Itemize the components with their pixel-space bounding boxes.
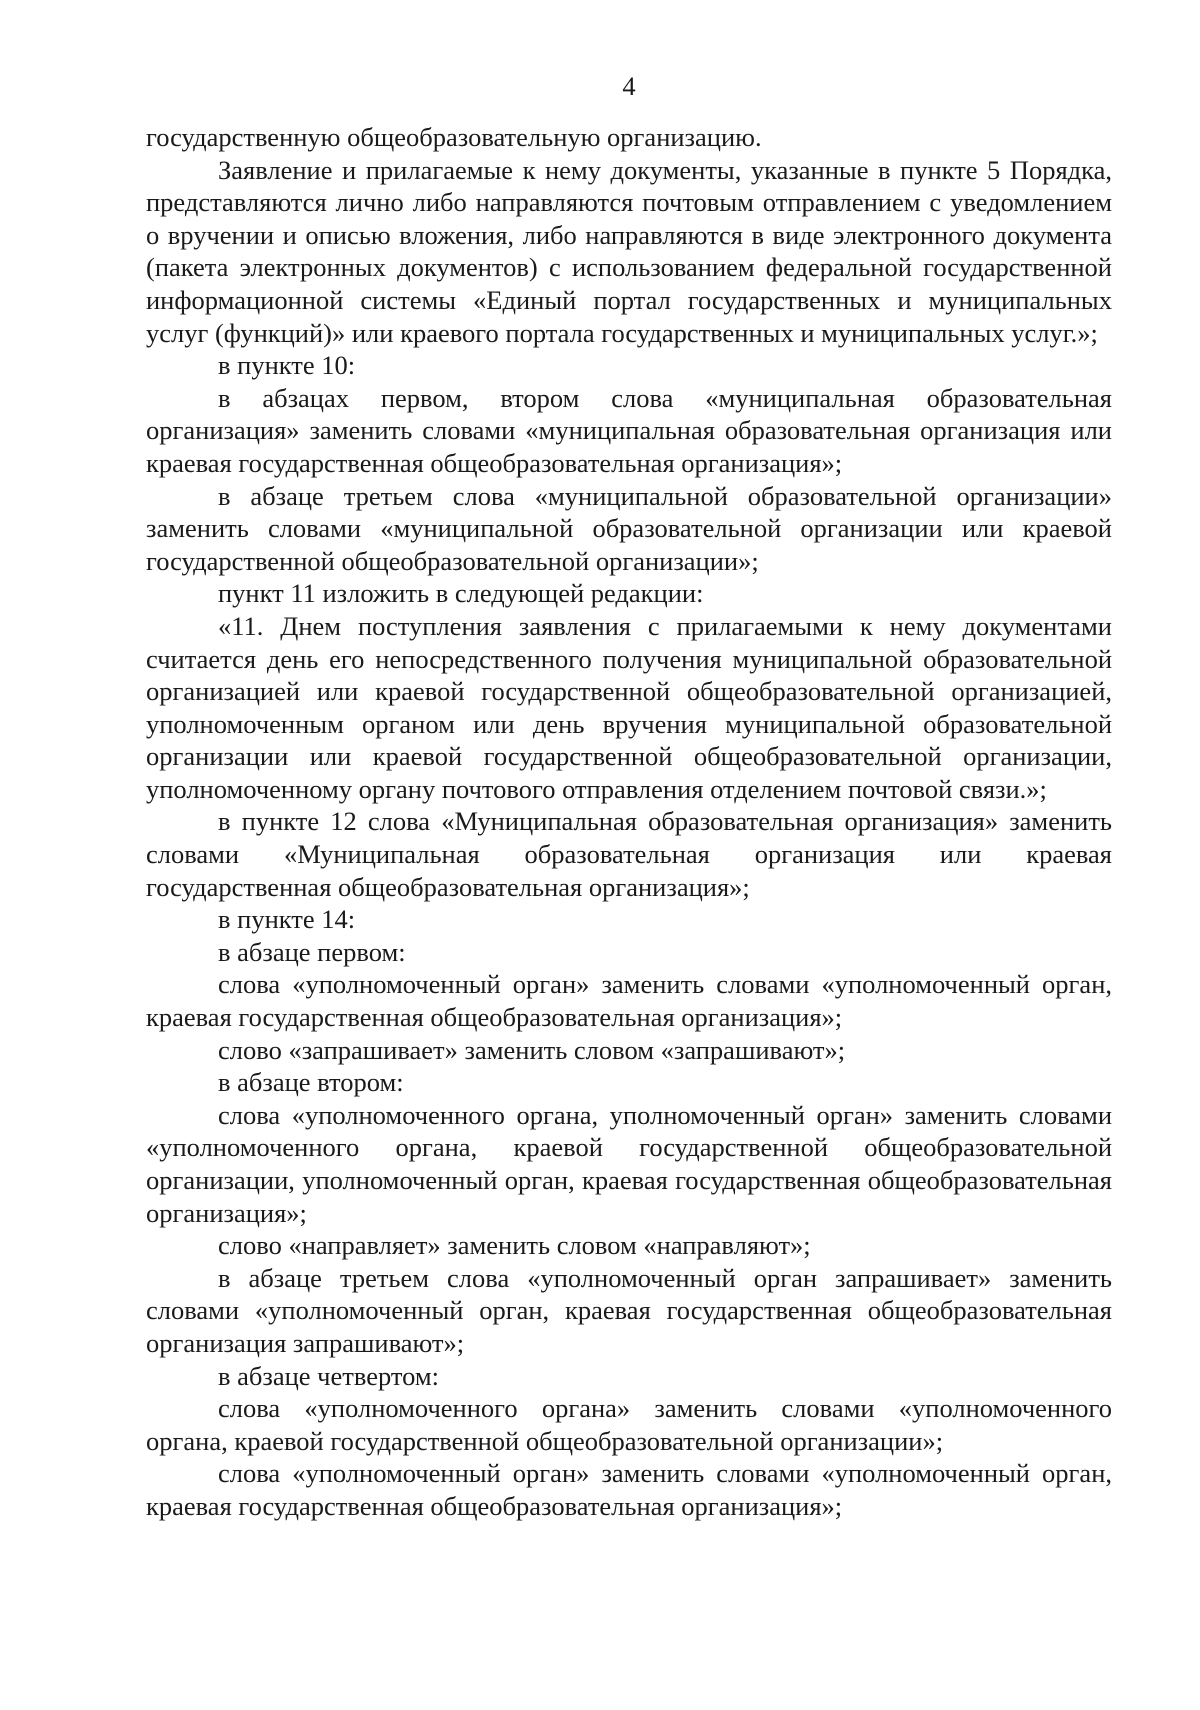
paragraph-9: в пункте 14: <box>218 904 356 935</box>
document-page <box>146 66 1112 1523</box>
paragraph-15: слово «направляет» заменить словом «направляют»; <box>218 1230 811 1261</box>
paragraph-7: «11. Днем поступления заявления с прилагаемыми к нему документами считается день его непосредственного получения муниципальной образовательной организацией или краевой государственной общеобразовательной организацией, уполномоченным органом или день вручения муниципальной образовательной организации или краевой государственной общеобразовательной организации, уполномоченному органу почтового отправления отделением почтовой связи.»; <box>146 610 1112 804</box>
paragraph-6: пункт 11 изложить в следующей редакции: <box>218 578 704 609</box>
paragraph-5: в абзаце третьем слова «муниципальной образовательной организации» заменить словами «муниципальной образовательной организации или краевой государственной общеобразовательной организации»; <box>146 480 1112 576</box>
paragraph-14: слова «уполномоченного органа, уполномоченный орган» заменить словами «уполномоченного органа, краевой государственной общеобразовательной организации, уполномоченный орган, краевая государственная общеобразовательная организация»; <box>146 1099 1112 1228</box>
paragraph-12: слово «запрашивает» заменить словом «запрашивают»; <box>218 1034 846 1065</box>
paragraph-13: в абзаце втором: <box>218 1067 404 1098</box>
paragraph-19: слова «уполномоченный орган» заменить словами «уполномоченный орган, краевая государственная общеобразовательная организация»; <box>146 1458 1112 1521</box>
paragraph-1: государственную общеобразовательную организацию. <box>146 122 762 152</box>
paragraph-18: слова «уполномоченного органа» заменить словами «уполномоченного органа, краевой государственной общеобразовательной организации»; <box>146 1393 1112 1456</box>
paragraph-17: в абзаце четвертом: <box>218 1360 439 1391</box>
paragraph-10: в абзаце первом: <box>218 936 406 967</box>
paragraph-11: слова «уполномоченный орган» заменить словами «уполномоченный орган, краевая государственная общеобразовательная организация»; <box>146 969 1112 1033</box>
paragraph-3: в пункте 10: <box>218 350 356 381</box>
paragraph-4: в абзацах первом, втором слова «муниципальная образовательная организация» заменить словами «муниципальная образовательная организация или краевая государственная общеобразовательная организация»; <box>146 382 1112 478</box>
page-number: 4 <box>622 71 636 101</box>
paragraph-8: в пункте 12 слова «Муниципальная образовательная организация» заменить словами «Муниципальная образовательная организация или краевая государственная общеобразовательная организация»; <box>146 806 1112 902</box>
paragraph-2: Заявление и прилагаемые к нему документы, указанные в пункте 5 Порядка, представляются лично либо направляются почтовым отправлением с уведомлением о вручении и описью вложения, либо направляются в виде электронного документа (пакета электронных документов) с использованием федеральной государственной информационной системы «Единый портал государственных и муниципальных услуг (функций)» или краевого портала государственных и муниципальных услуг.»; <box>146 154 1112 348</box>
paragraph-16: в абзаце третьем слова «уполномоченный орган запрашивает» заменить словами «уполномоченный орган, краевая государственная общеобразовательная организация запрашивают»; <box>146 1262 1112 1358</box>
